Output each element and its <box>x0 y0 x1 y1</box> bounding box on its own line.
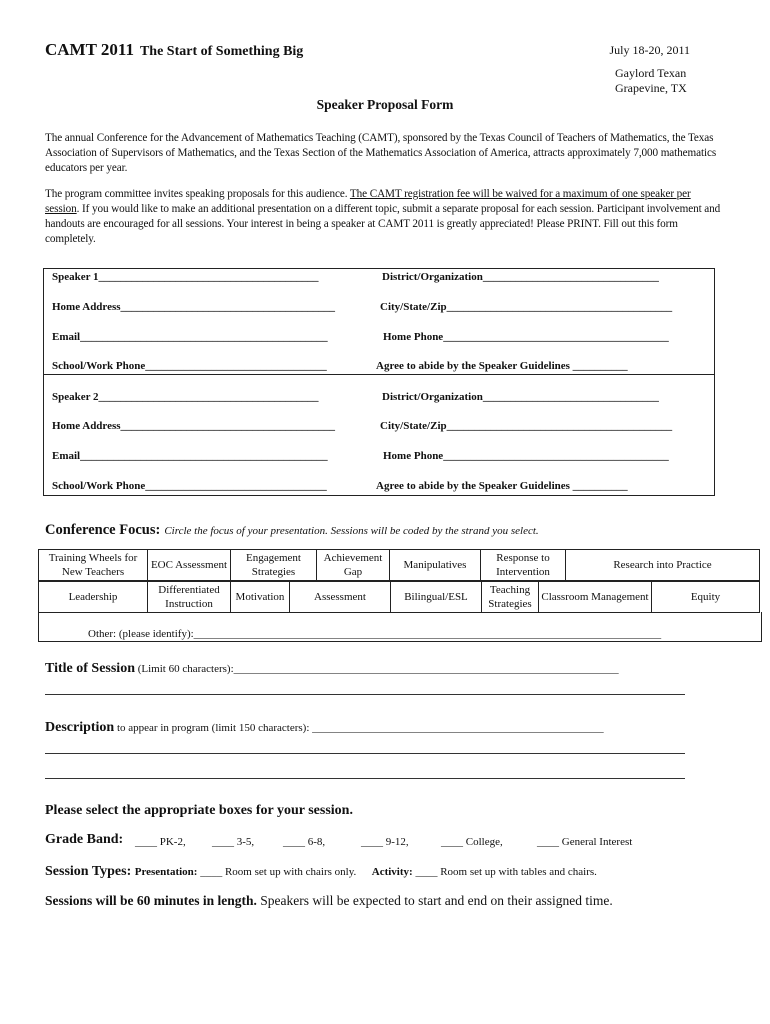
session-title-line[interactable] <box>45 694 685 695</box>
focus-option[interactable]: Equity <box>652 582 760 613</box>
session-title-limit: (Limit 60 characters):______________________________________________________________________ <box>134 663 619 675</box>
speaker-divider <box>43 374 715 375</box>
focus-option[interactable]: Leadership <box>39 582 148 613</box>
focus-option[interactable]: Response to Intervention <box>481 550 566 581</box>
description-field[interactable] <box>45 720 604 736</box>
speaker2-email-field[interactable]: Email_____________________________________________ <box>52 450 328 462</box>
other-focus-field[interactable]: Other: (please identify):_____________________________________________________________________________________ <box>88 628 662 640</box>
speaker1-work-phone-field[interactable]: School/Work Phone_________________________________ <box>52 360 327 372</box>
grade-option-general[interactable]: ____ General Interest <box>537 836 633 848</box>
grade-band-label: Grade Band: <box>45 832 124 847</box>
focus-option[interactable]: Assessment <box>290 582 391 613</box>
focus-option[interactable]: EOC Assessment <box>148 550 231 581</box>
session-title-label: Title of Session <box>45 661 135 676</box>
description-limit: to appear in program (limit 150 characters): _____________________________________________________ <box>114 722 604 734</box>
presentation-option[interactable]: ____ Room set up with chairs only. <box>197 866 357 878</box>
conference-tagline: The Start of Something Big <box>139 44 304 59</box>
speaker2-work-phone-field[interactable]: School/Work Phone_________________________________ <box>52 480 327 492</box>
focus-label: Conference Focus: <box>45 522 161 538</box>
focus-option[interactable]: Differentiated Instruction <box>148 582 231 613</box>
activity-label: Activity: <box>371 866 413 878</box>
grade-option-9-12[interactable]: ____ 9-12, <box>361 836 409 848</box>
speaker2-district-field[interactable]: District/Organization________________________________ <box>382 391 659 403</box>
speaker1-city-field[interactable]: City/State/Zip_________________________________________ <box>380 301 673 313</box>
focus-option[interactable]: Teaching Strategies <box>482 582 539 613</box>
conference-header <box>45 40 303 60</box>
speaker1-email-field[interactable]: Email_____________________________________________ <box>52 331 328 343</box>
focus-option[interactable]: Bilingual/ESL <box>391 582 482 613</box>
focus-strand-table-row2 <box>38 581 760 613</box>
speaker1-address-field[interactable]: Home Address_______________________________________ <box>52 301 336 313</box>
focus-option[interactable]: Motivation <box>231 582 290 613</box>
session-length-note <box>45 893 613 909</box>
focus-option[interactable]: Research into Practice <box>566 550 760 581</box>
description-label: Description <box>45 720 115 735</box>
conference-location <box>615 66 687 96</box>
grade-option-pk2[interactable]: ____ PK-2, <box>135 836 186 848</box>
focus-strand-table <box>38 549 760 581</box>
speaker2-city-field[interactable]: City/State/Zip_________________________________________ <box>380 420 673 432</box>
speaker2-address-field[interactable]: Home Address_______________________________________ <box>52 420 336 432</box>
focus-option[interactable]: Achievement Gap <box>317 550 390 581</box>
conference-focus-heading <box>45 521 539 539</box>
intro-paragraph: The annual Conference for the Advancement of Mathematics Teaching (CAMT), sponsored by the Texas Council of Teachers of Mathematics, the Texas Association of Supervisors of Mathematics, and the Texas Section of the Mathematics Association of America, attracts approximately 7,000 mathematics educators per year. <box>45 132 717 174</box>
activity-option[interactable]: ____ Room set up with tables and chairs. <box>412 866 597 878</box>
session-length-bold: Sessions will be 60 minutes in length. <box>45 893 257 908</box>
invite-text-c: . If you would like to make an additional presentation on a different topic, submit a separate proposal for each session. Participant involvement and handouts are encouraged for all sessions. Your interest in being a speaker at CAMT 2011 is greatly appreciated! Please PRINT. Fill out this form completely. <box>45 203 721 245</box>
venue: Gaylord Texan <box>615 66 687 80</box>
focus-option[interactable]: Classroom Management <box>539 582 652 613</box>
session-types-label: Session Types: <box>45 864 132 879</box>
speaker2-name-field[interactable]: Speaker 2________________________________________ <box>52 391 319 403</box>
select-boxes-heading: Please select the appropriate boxes for your session. <box>45 803 353 818</box>
speaker1-agree-field[interactable]: Agree to abide by the Speaker Guidelines __________ <box>376 360 628 372</box>
description-line[interactable] <box>45 778 685 779</box>
session-types <box>45 864 597 880</box>
grade-option-3-5[interactable]: ____ 3-5, <box>212 836 255 848</box>
focus-option[interactable]: Engagement Strategies <box>231 550 317 581</box>
conference-name: CAMT 2011 <box>45 40 134 59</box>
speaker1-phone-field[interactable]: Home Phone_________________________________________ <box>383 331 669 343</box>
city: Grapevine, TX <box>615 81 687 95</box>
speaker2-agree-field[interactable]: Agree to abide by the Speaker Guidelines __________ <box>376 480 628 492</box>
session-title-field[interactable] <box>45 661 619 677</box>
invite-paragraph <box>45 187 725 247</box>
focus-option[interactable]: Training Wheels for New Teachers <box>39 550 148 581</box>
grade-option-6-8[interactable]: ____ 6-8, <box>283 836 326 848</box>
session-length-rest: Speakers will be expected to start and end on their assigned time. <box>256 893 613 908</box>
focus-note: Circle the focus of your presentation. Sessions will be coded by the strand you select. <box>164 525 539 537</box>
description-line[interactable] <box>45 753 685 754</box>
invite-fee-note: The CAMT registration fee will be waived for a maximum of one speaker per session <box>45 188 691 215</box>
focus-option[interactable]: Manipulatives <box>390 550 481 581</box>
speaker1-district-field[interactable]: District/Organization________________________________ <box>382 271 659 283</box>
speaker1-name-field[interactable]: Speaker 1________________________________________ <box>52 271 319 283</box>
invite-text-a: The program committee invites speaking proposals for this audience. <box>45 188 350 200</box>
speaker2-phone-field[interactable]: Home Phone_________________________________________ <box>383 450 669 462</box>
grade-option-college[interactable]: ____ College, <box>441 836 503 848</box>
presentation-label: Presentation: <box>134 866 198 878</box>
form-title: Speaker Proposal Form <box>316 97 454 112</box>
conference-dates: July 18-20, 2011 <box>609 43 690 57</box>
